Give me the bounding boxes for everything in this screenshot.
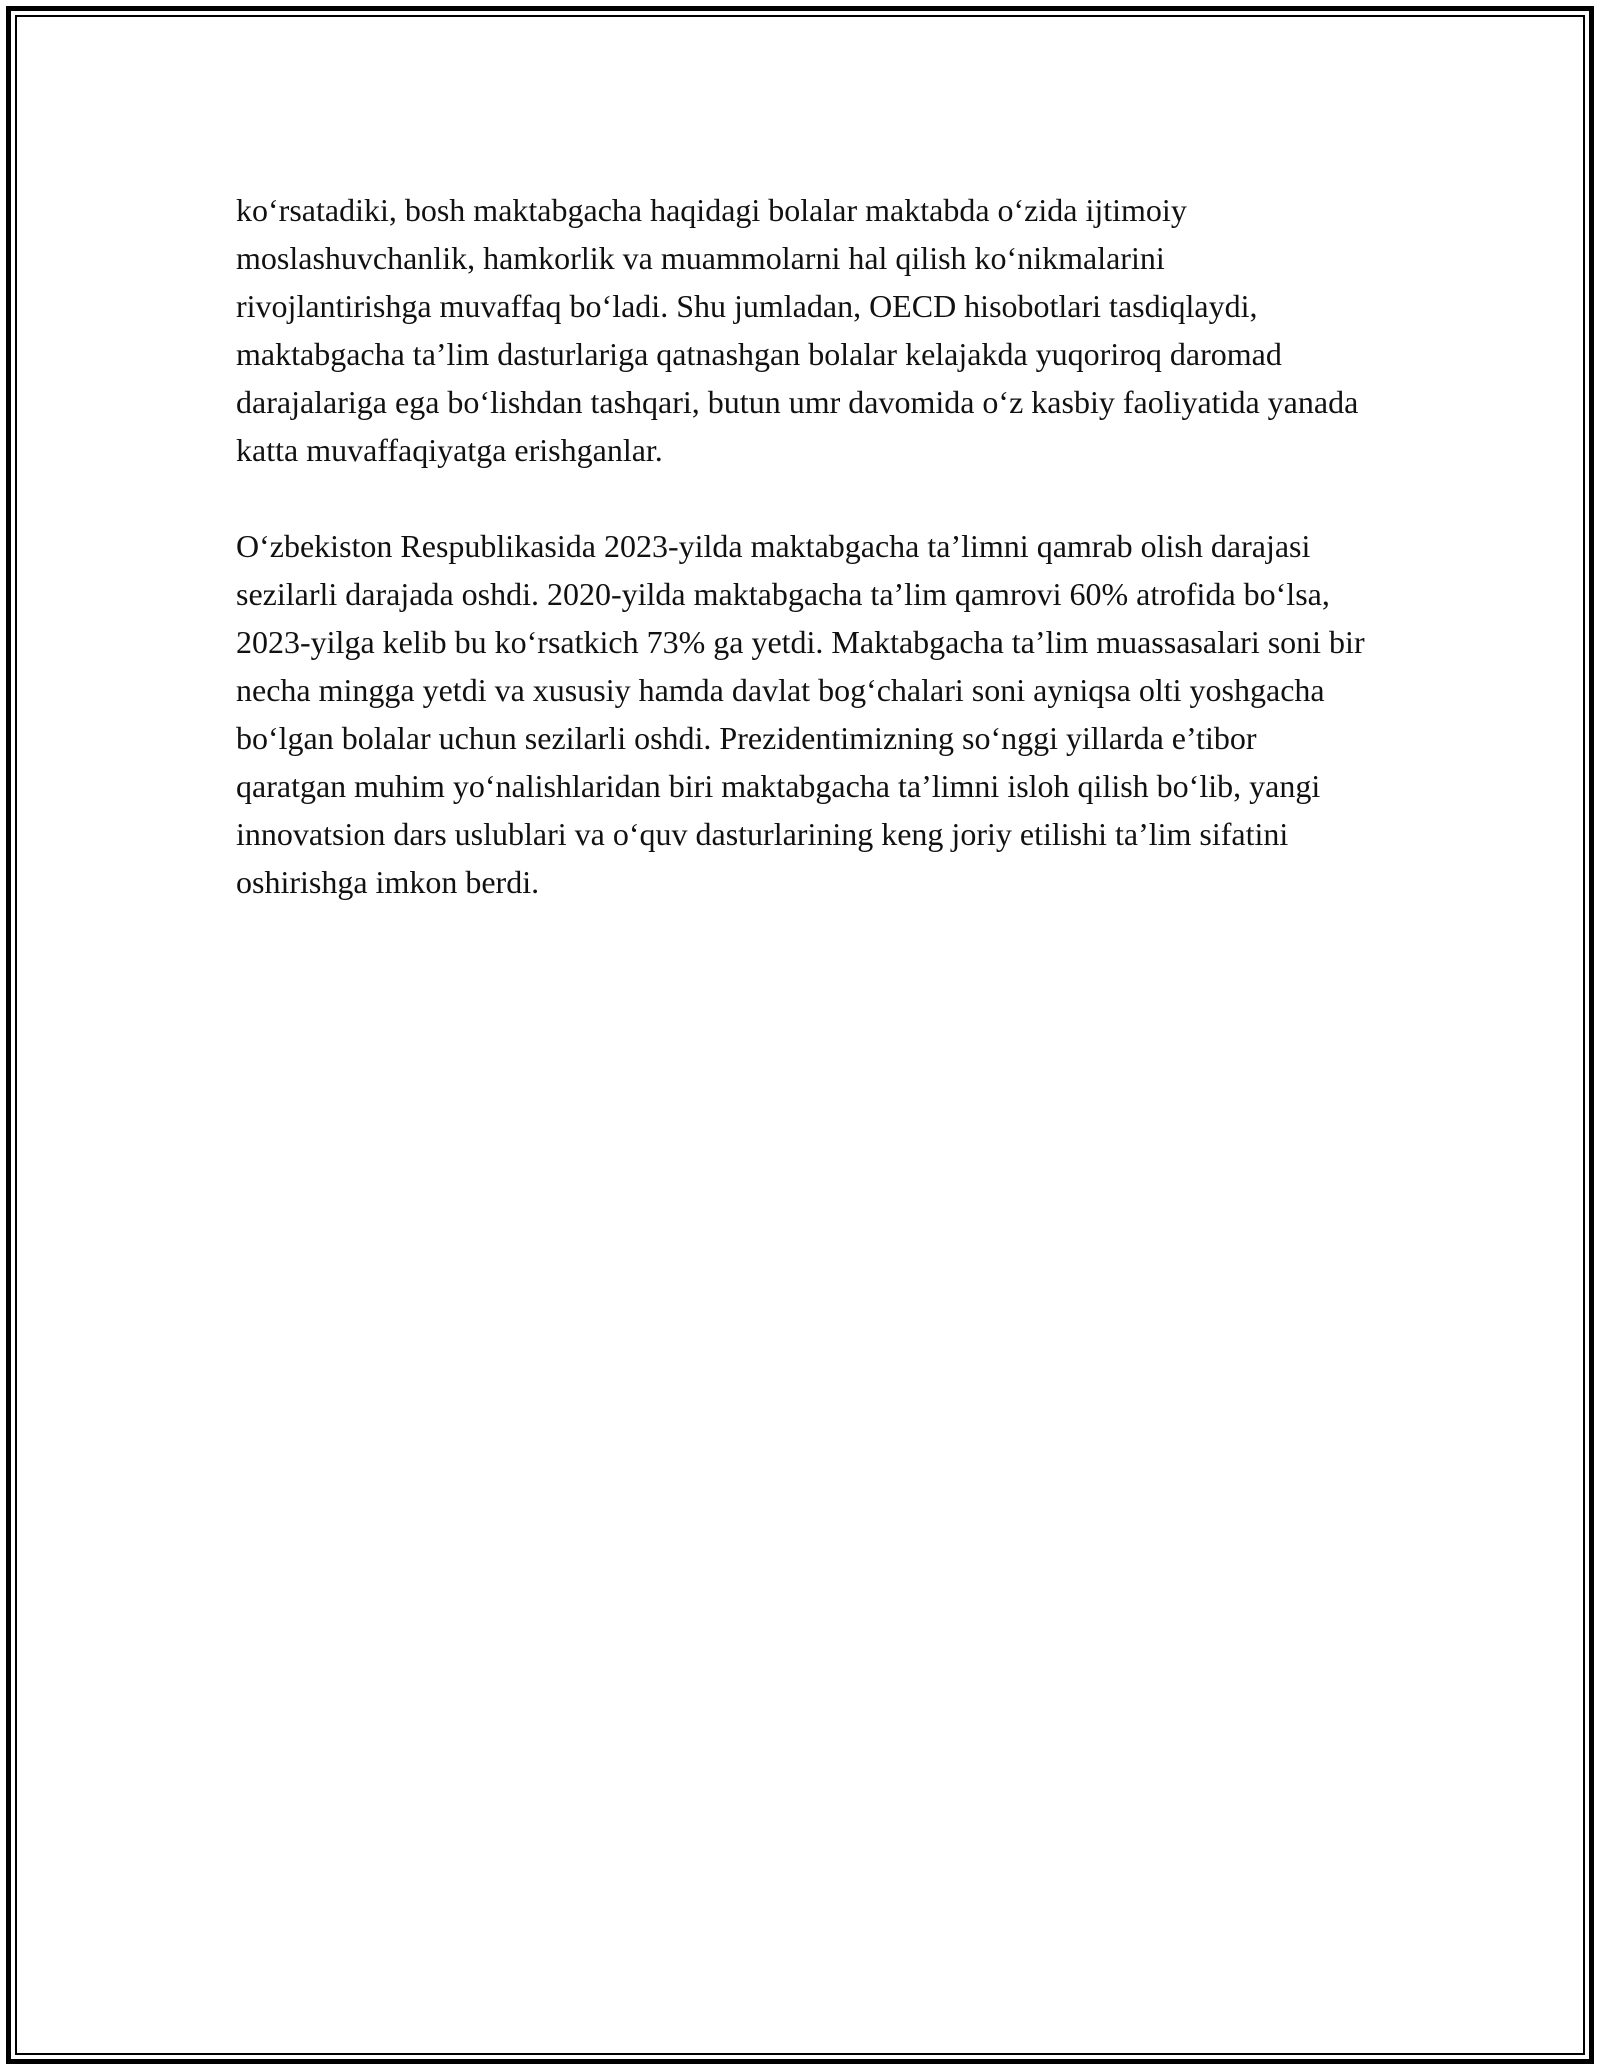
document-body: [236, 186, 1366, 906]
paragraph-1: ko‘rsatadiki, bosh maktabgacha haqidagi bolalar maktabda o‘zida ijtimoiy moslashuvchanlik, hamkorlik va muammolarni hal qilish ko‘nikmalarini rivojlantirishga muvaffaq bo‘ladi. Shu jumladan, OECD hisobotlari tasdiqlaydi, maktabgacha ta’lim dasturlariga qatnashgan bolalar kelajakda yuqoriroq daromad darajalariga ega bo‘lishdan tashqari, butun umr davomida o‘z kasbiy faoliyatida yanada katta muvaffaqiyatga erishganlar.: [236, 192, 1359, 468]
paragraph-2: O‘zbekiston Respublikasida 2023-yilda maktabgacha ta’limni qamrab olish darajasi sezilarli darajada oshdi. 2020-yilda maktabgacha ta’lim qamrovi 60% atrofida bo‘lsa, 2023-yilga kelib bu ko‘rsatkich 73% ga yetdi. Maktabgacha ta’lim muassasalari soni bir necha mingga yetdi va xususiy hamda davlat bog‘chalari soni ayniqsa olti yoshgacha bo‘lgan bolalar uchun sezilarli oshdi. Prezidentimizning so‘nggi yillarda e’tibor qaratgan muhim yo‘nalishlaridan biri maktabgacha ta’limni isloh qilish bo‘lib, yangi innovatsion dars uslublari va o‘quv dasturlarining keng joriy etilishi ta’lim sifatini oshirishga imkon berdi.: [236, 528, 1365, 900]
